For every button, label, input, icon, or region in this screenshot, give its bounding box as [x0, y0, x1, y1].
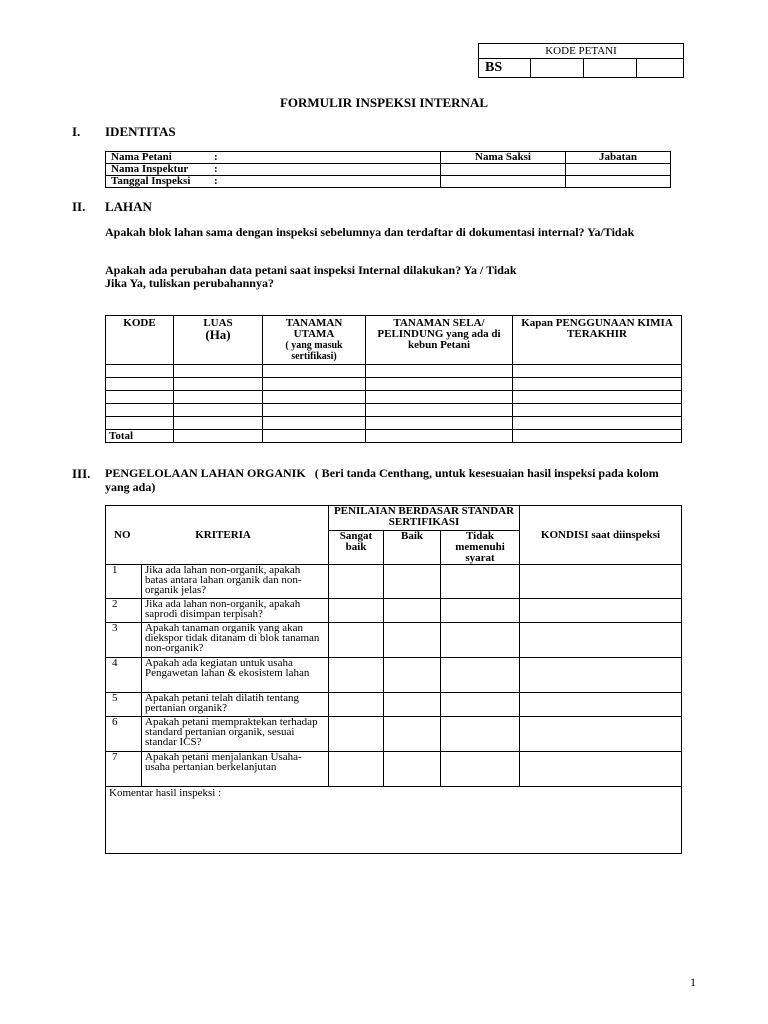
baik-check[interactable] [384, 565, 441, 599]
tidak-memenuhi-check[interactable] [441, 599, 520, 623]
lahan-cell[interactable] [263, 404, 366, 417]
kode-petani-box [478, 43, 684, 78]
jabatan-cell[interactable] [566, 176, 671, 188]
section-2-number: II. [72, 199, 86, 214]
section-2-title: LAHAN [105, 199, 152, 214]
kriteria-table [105, 505, 682, 854]
lahan-cell[interactable] [174, 417, 263, 430]
identitas-label: Nama Petani [111, 151, 172, 163]
identitas-row[interactable] [106, 152, 441, 164]
question-perubahan-data: Apakah ada perubahan data petani saat inspeksi Internal dilakukan? Ya / Tidak [105, 263, 517, 277]
total-cell[interactable] [513, 430, 682, 443]
sangat-baik-check[interactable] [329, 658, 384, 693]
sangat-baik-check[interactable] [329, 623, 384, 658]
kriteria-header: KRITERIA [195, 528, 251, 541]
baik-check[interactable] [384, 623, 441, 658]
tidak-memenuhi-check[interactable] [441, 693, 520, 717]
kriteria-no: 2 [106, 599, 142, 623]
lahan-cell[interactable] [263, 417, 366, 430]
lahan-cell[interactable] [106, 417, 174, 430]
section-3-number: III. [72, 466, 91, 481]
jabatan-cell[interactable] [566, 164, 671, 176]
section-1-title: IDENTITAS [105, 124, 176, 139]
kondisi-cell[interactable] [520, 717, 682, 752]
luas-header [174, 316, 263, 365]
total-cell[interactable] [366, 430, 513, 443]
kode-petani-label: KODE PETANI [479, 44, 684, 59]
lahan-cell[interactable] [513, 417, 682, 430]
lahan-cell[interactable] [366, 391, 513, 404]
total-cell[interactable] [263, 430, 366, 443]
tidak-memenuhi-check[interactable] [441, 565, 520, 599]
page-number: 1 [690, 975, 696, 989]
kondisi-cell[interactable] [520, 693, 682, 717]
lahan-cell[interactable] [366, 378, 513, 391]
lahan-cell[interactable] [174, 391, 263, 404]
tanaman-utama-note: ( yang masuk sertifikasi) [285, 340, 343, 362]
colon: : [214, 151, 218, 163]
lahan-cell[interactable] [263, 378, 366, 391]
kode-petani-cell[interactable] [637, 59, 684, 78]
no-header: NO [114, 528, 131, 541]
section-3-note: ( Beri tanda Centhang, untuk kesesuaian hasil inspeksi pada kolom yang ada) [105, 466, 659, 494]
lahan-cell[interactable] [366, 417, 513, 430]
lahan-cell[interactable] [106, 391, 174, 404]
luas-unit: (Ha) [205, 327, 231, 342]
sangat-baik-check[interactable] [329, 693, 384, 717]
kriteria-no: 4 [106, 658, 142, 693]
identitas-row[interactable] [106, 176, 441, 188]
sangat-baik-check[interactable] [329, 565, 384, 599]
identitas-label: Nama Inspektur [111, 163, 189, 175]
komentar-box[interactable] [106, 787, 682, 854]
sangat-baik-header: Sangat baik [329, 531, 384, 565]
no-kriteria-header [106, 506, 329, 565]
tidak-memenuhi-check[interactable] [441, 717, 520, 752]
lahan-cell[interactable] [106, 365, 174, 378]
kriteria-text: Jika ada lahan non-organik, apakah saprodi disimpan terpisah? [142, 599, 329, 623]
kode-header: KODE [106, 316, 174, 365]
kondisi-cell[interactable] [520, 599, 682, 623]
kriteria-no: 1 [106, 565, 142, 599]
nama-saksi-header: Nama Saksi [441, 152, 566, 164]
tidak-memenuhi-check[interactable] [441, 752, 520, 787]
tidak-memenuhi-check[interactable] [441, 658, 520, 693]
kriteria-text: Apakah tanaman organik yang akan diekspor tidak ditanam di blok tanaman non-organik? [142, 623, 329, 658]
baik-check[interactable] [384, 599, 441, 623]
lahan-cell[interactable] [174, 365, 263, 378]
kondisi-cell[interactable] [520, 658, 682, 693]
luas-label: LUAS [203, 317, 233, 329]
baik-check[interactable] [384, 658, 441, 693]
sangat-baik-check[interactable] [329, 599, 384, 623]
kode-petani-prefix: BS [479, 59, 531, 78]
lahan-cell[interactable] [263, 391, 366, 404]
section-1-number: I. [72, 124, 81, 139]
form-title: FORMULIR INSPEKSI INTERNAL [279, 95, 489, 110]
penilaian-header: PENILAIAN BERDASAR STANDAR SERTIFIKASI [329, 506, 520, 531]
lahan-table [105, 315, 682, 443]
kriteria-no: 6 [106, 717, 142, 752]
kode-petani-cell[interactable] [531, 59, 584, 78]
tidak-memenuhi-header: Tidak memenuhi syarat [441, 531, 520, 565]
section-3-header [105, 466, 685, 494]
nama-saksi-cell[interactable] [441, 164, 566, 176]
lahan-cell[interactable] [366, 365, 513, 378]
colon: : [214, 175, 218, 187]
kriteria-text: Apakah ada kegiatan untuk usaha Pengawetan lahan & ekosistem lahan [142, 658, 329, 693]
lahan-cell[interactable] [174, 404, 263, 417]
tidak-memenuhi-check[interactable] [441, 623, 520, 658]
lahan-cell[interactable] [513, 404, 682, 417]
kondisi-cell[interactable] [520, 623, 682, 658]
colon: : [214, 163, 218, 175]
sangat-baik-check[interactable] [329, 752, 384, 787]
lahan-cell[interactable] [513, 365, 682, 378]
kriteria-text: Apakah petani telah dilatih tentang pertanian organik? [142, 693, 329, 717]
kondisi-header: KONDISI saat diinspeksi [520, 506, 682, 565]
baik-header: Baik [384, 531, 441, 565]
lahan-cell[interactable] [106, 378, 174, 391]
identitas-label: Tanggal Inspeksi [111, 175, 191, 187]
lahan-cell[interactable] [174, 378, 263, 391]
identitas-table [105, 151, 671, 188]
kriteria-no: 7 [106, 752, 142, 787]
lahan-cell[interactable] [106, 404, 174, 417]
baik-check[interactable] [384, 752, 441, 787]
baik-check[interactable] [384, 717, 441, 752]
tanaman-utama-header [263, 316, 366, 365]
total-label: Total [106, 430, 174, 443]
kriteria-text: Jika ada lahan non-organik, apakah batas antara lahan organik dan non-organik jelas? [142, 565, 329, 599]
kriteria-no: 3 [106, 623, 142, 658]
kriteria-text: Apakah petani menjalankan Usaha-usaha pertanian berkelanjutan [142, 752, 329, 787]
kriteria-no: 5 [106, 693, 142, 717]
kriteria-text: Apakah petani mempraktekan terhadap standard pertanian organik, sesuai standar ICS? [142, 717, 329, 752]
lahan-cell[interactable] [263, 365, 366, 378]
sangat-baik-check[interactable] [329, 717, 384, 752]
baik-check[interactable] [384, 693, 441, 717]
lahan-cell[interactable] [513, 378, 682, 391]
komentar-label: Komentar hasil inspeksi : [109, 787, 222, 799]
kode-petani-cell[interactable] [584, 59, 637, 78]
kondisi-cell[interactable] [520, 752, 682, 787]
tanaman-utama-label: TANAMAN UTAMA [285, 317, 343, 340]
nama-saksi-cell[interactable] [441, 176, 566, 188]
tanaman-sela-header: TANAMAN SELA/ PELINDUNG yang ada di kebun Petani [366, 316, 513, 365]
lahan-cell[interactable] [513, 391, 682, 404]
question-blok-lahan: Apakah blok lahan sama dengan inspeksi sebelumnya dan terdaftar di dokumentasi internal? Ya/Tidak [105, 225, 635, 239]
kondisi-cell[interactable] [520, 565, 682, 599]
question-jika-ya: Jika Ya, tuliskan perubahannya? [105, 276, 274, 290]
section-3-title: PENGELOLAAN LAHAN ORGANIK [105, 466, 306, 480]
total-cell[interactable] [174, 430, 263, 443]
jabatan-header: Jabatan [566, 152, 671, 164]
kimia-terakhir-header: Kapan PENGGUNAAN KIMIA TERAKHIR [513, 316, 682, 365]
identitas-row[interactable] [106, 164, 441, 176]
lahan-cell[interactable] [366, 404, 513, 417]
